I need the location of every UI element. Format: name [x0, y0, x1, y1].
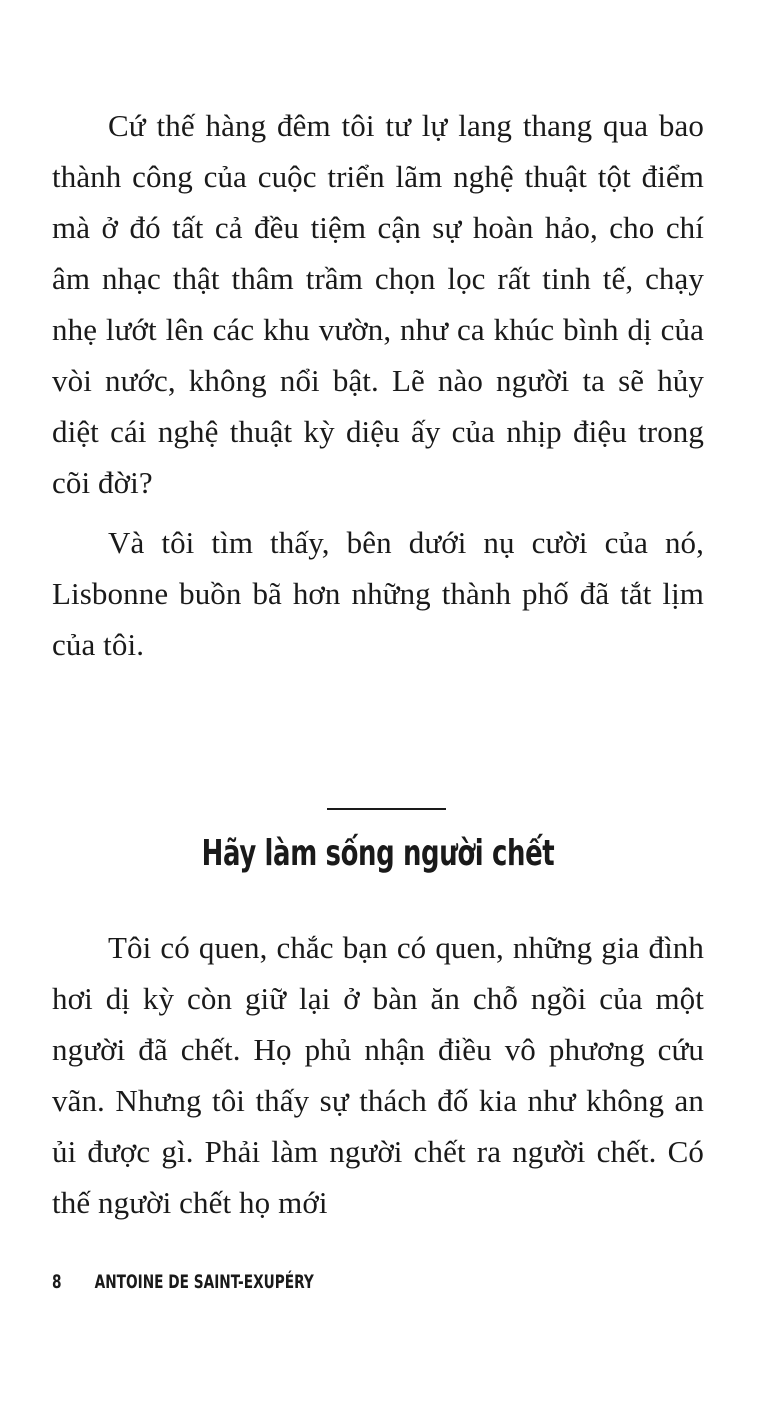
section-heading: Hãy làm sống người chết	[201, 833, 555, 874]
body-paragraph-1: Cứ thế hàng đêm tôi tư lự lang thang qua bao thành công của cuộc triển lãm nghệ thuật tột điểm mà ở đó tất cả đều tiệm cận sự hoàn hảo, cho chí âm nhạc thật thâm trầm chọn lọc rất tinh tế, chạy nhẹ lướt lên các khu vườn, như ca khúc bình dị của vòi nước, không nổi bật. Lẽ nào người ta sẽ hủy diệt cái nghệ thuật kỳ diệu ấy của nhịp điệu trong cõi đời?	[52, 108, 704, 500]
page-footer	[52, 1270, 314, 1294]
body-paragraph-2: Và tôi tìm thấy, bên dưới nụ cười của nó, Lisbonne buồn bã hơn những thành phố đã tắt lịm của tôi.	[52, 525, 704, 662]
page-number: 8	[52, 1271, 62, 1293]
body-paragraph-3: Tôi có quen, chắc bạn có quen, những gia đình hơi dị kỳ còn giữ lại ở bàn ăn chỗ ngồi của một người đã chết. Họ phủ nhận điều vô phương cứu vãn. Nhưng tôi thấy sự thách đố kia như không an ủi được gì. Phải làm người chết ra người chết. Có thế người chết họ mới	[52, 930, 704, 1220]
section-divider	[327, 808, 446, 810]
running-footer-author: ANTOINE DE SAINT-EXUPÉRY	[94, 1271, 314, 1293]
